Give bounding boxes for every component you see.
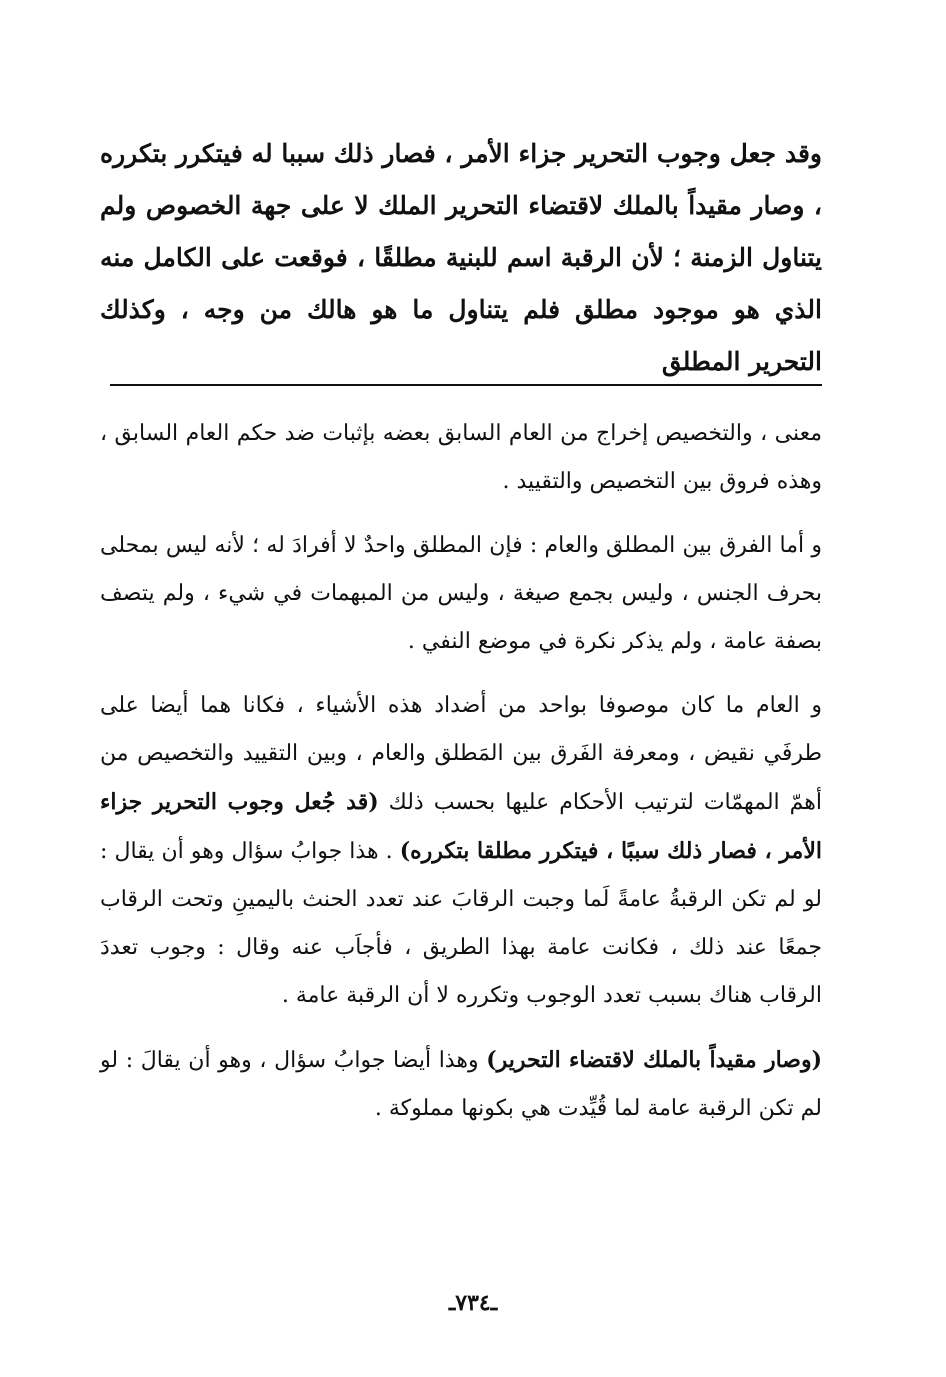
- commentary-block: [100, 410, 822, 1149]
- commentary-p3-rest: . هذا جوابُ سؤال وهو أن يقال : لو لم تكن الرقبةُ عامةً لَما وجبت الرقابَ عند تعدد الحنث باليمينِ وتحت الرقاب جمعًا عند ذلك ، فكانت عامة بهذا الطريق ، فأجاَب عنه وقال : وجوب تعددَ الرقاب هناك بسبب تعدد الوجوب وتكرره لا أن الرقبة عامة .: [100, 839, 822, 1008]
- footnote-divider: [110, 384, 822, 386]
- commentary-p3-quote: (قد جُعل وجوب التحرير جزاء الأمر ، فصار ذلك سببًا ، فيتكرر مطلقا بتكرره): [100, 789, 822, 864]
- commentary-p3-intro: و العام ما كان موصوفا بواحد من أضداد هذه الأشياء ، فكانا هما أيضا على طرفَي نقيض ، ومعرفة الفَرق بين المَطلق والعام ، وبين التقييد والتخصيص من أهمّ المهمّات لترتيب الأحكام عليها بحسب ذلك: [100, 693, 823, 815]
- commentary-paragraph-4: [100, 1036, 822, 1133]
- commentary-paragraph-3: [100, 682, 822, 1020]
- commentary-p4-quote: (وصار مقيداً بالملك لاقتضاء التحرير): [486, 1047, 822, 1073]
- main-text-block: [100, 128, 822, 388]
- page-number: ـ٧٣٤ـ: [448, 1290, 498, 1316]
- main-text-paragraph: وقد جعل وجوب التحرير جزاء الأمر ، فصار ذلك سببا له فيتكرر بتكرره ، وصار مقيداً بالملك لاقتضاء التحرير الملك لا على جهة الخصوص ولم يتناول الزمنة ؛ لأن الرقبة اسم للبنية مطلقًا ، فوقعت على الكامل منه الذي هو موجود مطلق فلم يتناول ما هو هالك من وجه ، وكذلك التحرير المطلق: [100, 139, 822, 376]
- commentary-paragraph-1: معنى ، والتخصيص إخراج من العام السابق بعضه بإثبات ضد حكم العام السابق ، وهذه فروق بين التخصيص والتقييد .: [100, 421, 822, 494]
- commentary-paragraph-2: و أما الفرق بين المطلق والعام : فإن المطلق واحدٌ لا أفرادَ له ؛ لأنه ليس بمحلى بحرف الجنس ، وليس بجمع صيغة ، وليس من المبهمات في شيء ، ولم يتصف بصفة عامة ، ولم يذكر نكرة في موضع النفي .: [100, 533, 822, 654]
- commentary-p4-rest: وهذا أيضا جوابُ سؤال ، وهو أن يقالَ : لو لم تكن الرقبة عامة لما قُيِّدت هي بكونها مملوكة .: [100, 1048, 822, 1121]
